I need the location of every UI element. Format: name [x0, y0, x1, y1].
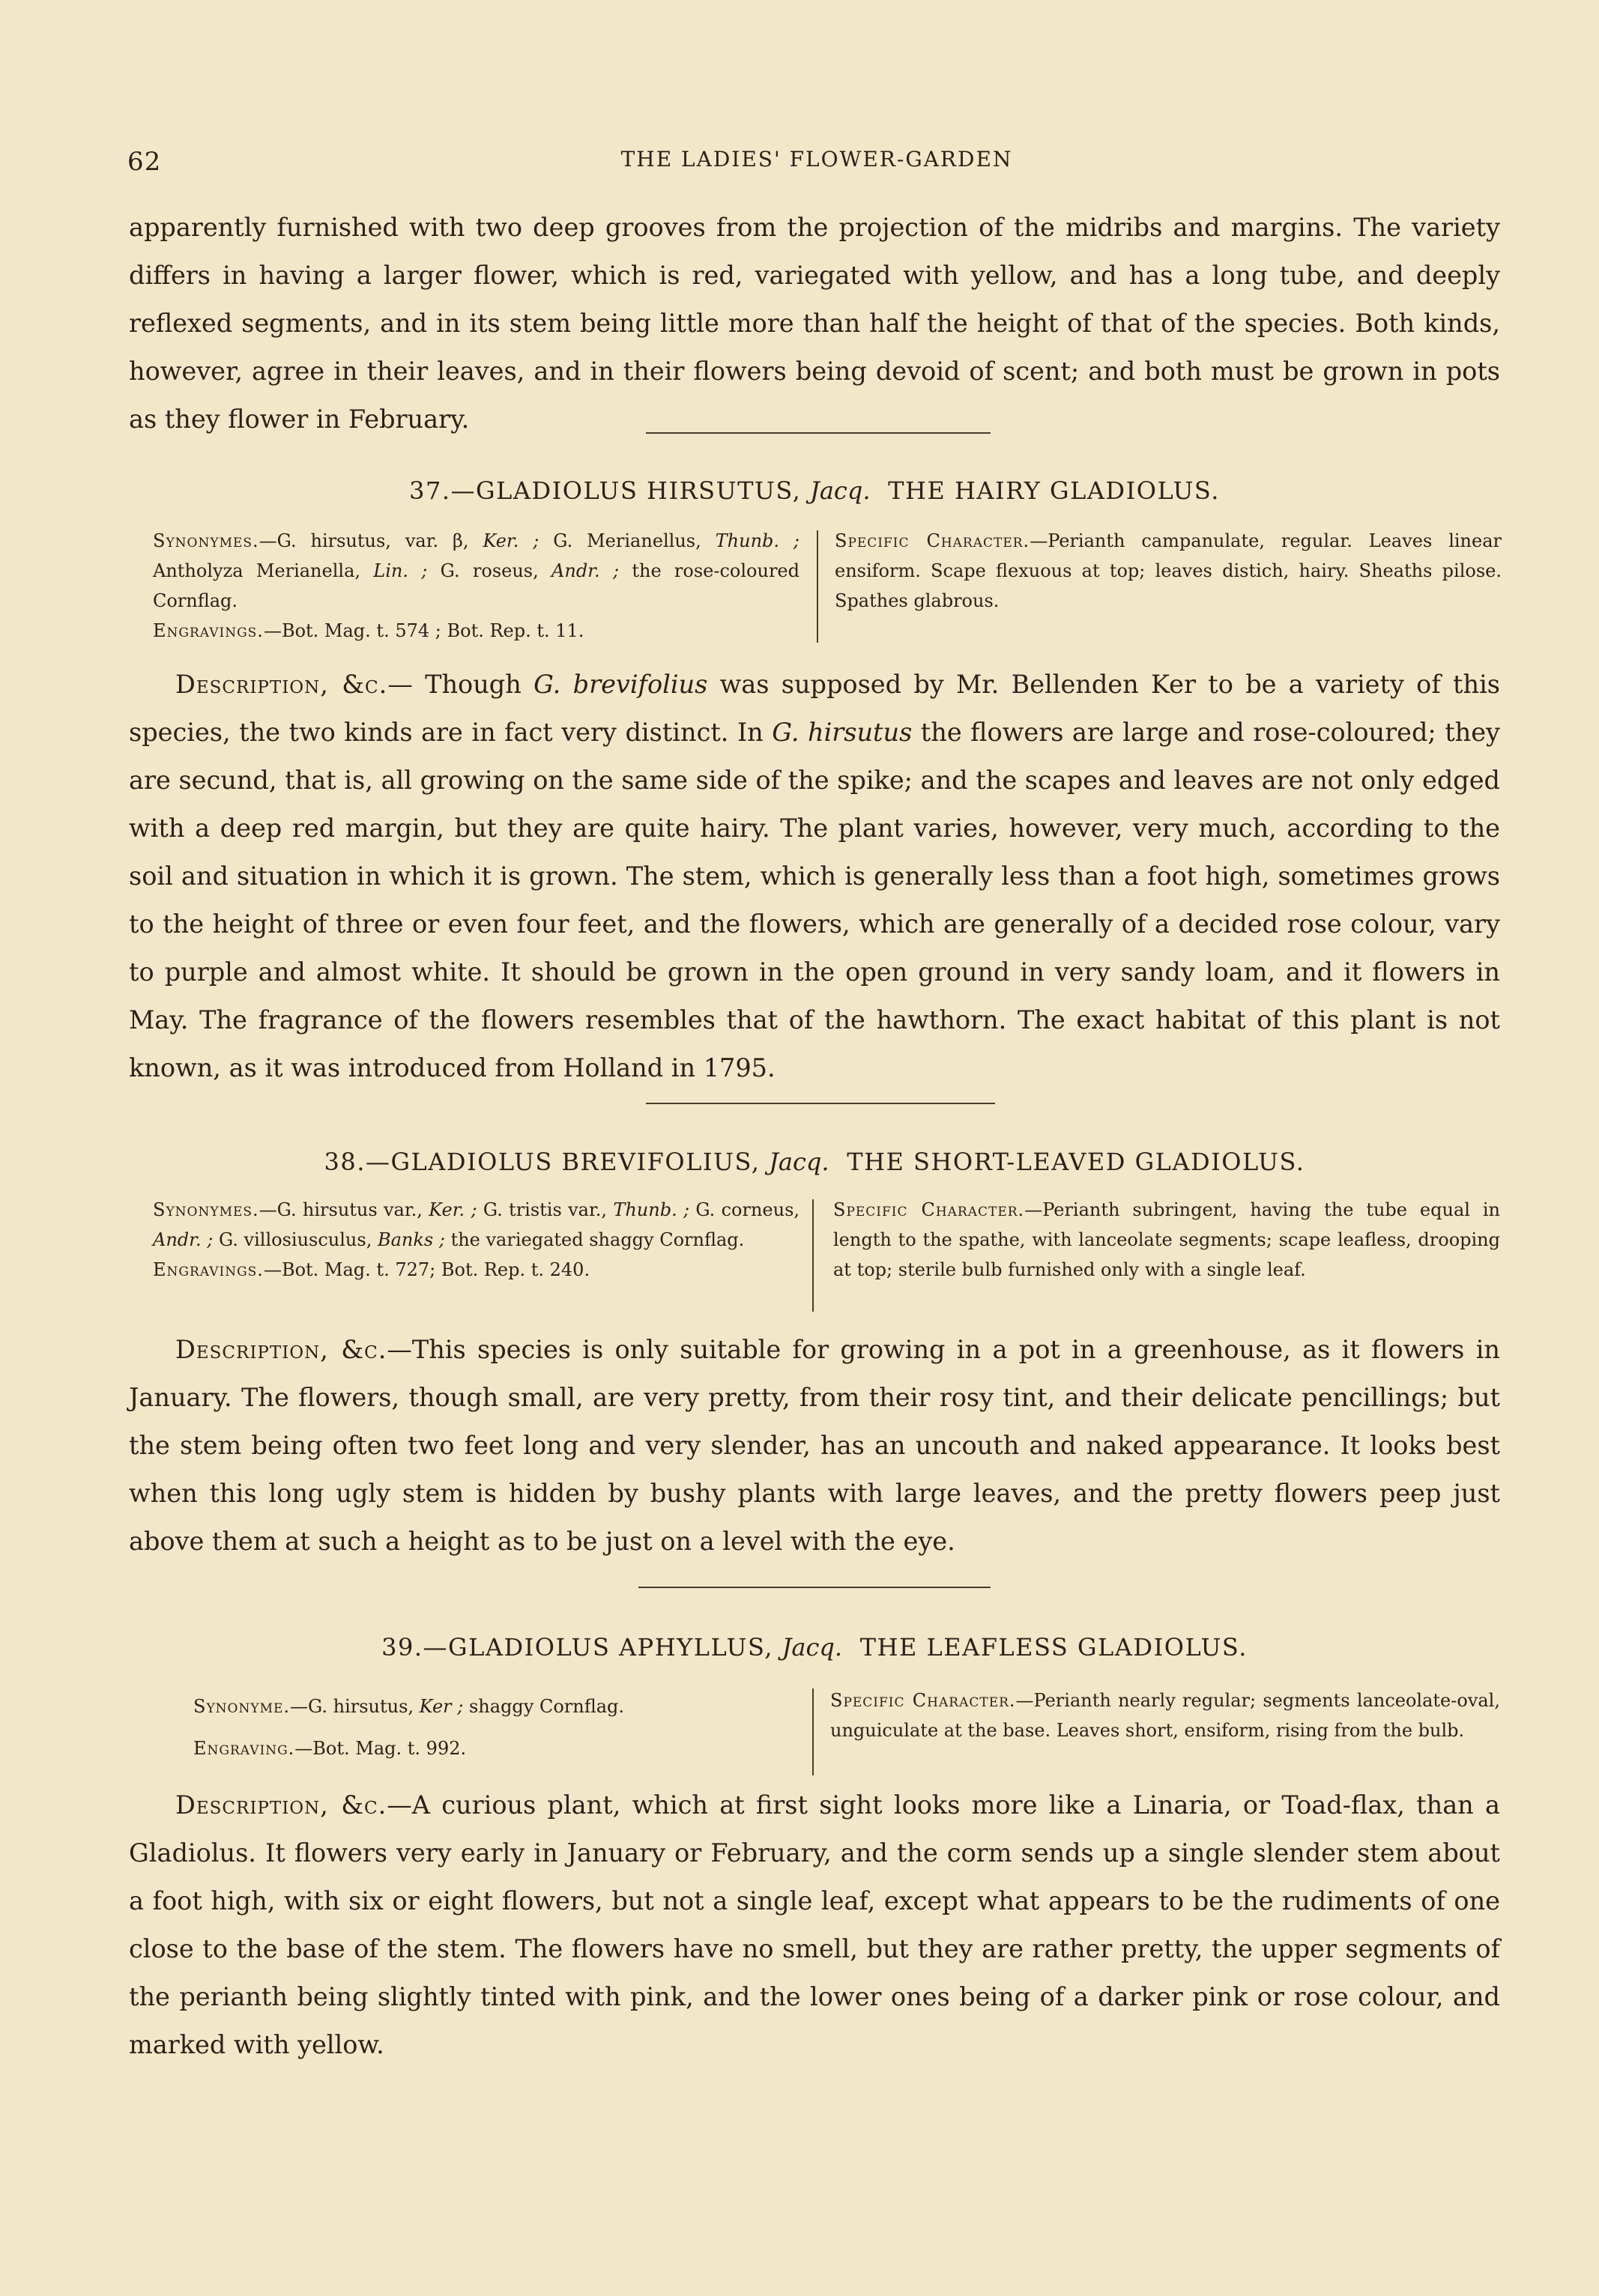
page-number: 62: [127, 147, 162, 177]
synonyms-column: [129, 1195, 800, 1285]
section-heading-37: 37.—GLADIOLUS HIRSUTUS, Jacq. THE HAIRY GLADIOLUS.: [409, 476, 1220, 505]
running-title: THE LADIES' FLOWER-GARDEN: [620, 147, 1013, 172]
common-name: THE SHORT-LEAVED GLADIOLUS.: [847, 1148, 1305, 1176]
column-divider: [812, 1688, 814, 1775]
section-notes-39: [129, 1685, 1500, 1775]
authority: Jacq.: [782, 1633, 843, 1662]
synonyms: Synonymes.—G. hirsutus var., Ker. ; G. tristis var., Thunb. ; G. corneus, Andr. ; G. villosiusculus, Banks ; the variegated shaggy Cornflag.: [153, 1199, 800, 1250]
section-notes-38: [129, 1195, 1500, 1322]
section-notes-37: [129, 526, 1500, 653]
section-number: 37.: [409, 476, 451, 505]
synonyms: Synonymes.—G. hirsutus, var. β, Ker. ; G. Merianellus, Thunb. ; Antholyza Merianella, Lin. ; G. roseus, Andr. ; the rose-coloured Cornflag.: [153, 530, 800, 611]
intro-paragraph: apparently furnished with two deep grooves from the projection of the midribs and margins. The variety differs in having a larger flower, which is red, variegated with yellow, and has a long tube, and deeply reflexed segments, and in its stem being little more than half the height of that of the species. Both kinds, however, agree in their leaves, and in their flowers being devoid of scent; and both must be grown in pots as they flower in February.: [129, 213, 1500, 434]
description-39: Description, &c.—A curious plant, which at first sight looks more like a Linaria, or Toad-flax, than a Gladiolus. It flowers very early in January or February, and the corm sends up a single slender stem about a foot high, with six or eight flowers, but not a single leaf, except what appears to be the rudiments of one close to the base of the stem. The flowers have no smell, but they are rather pretty, the upper segments of the perianth being slightly tinted with pink, and the lower ones being of a darker pink or rose colour, and marked with yellow.: [129, 1790, 1500, 2059]
description-37: Description, &c.— Though G. brevifolius was supposed by Mr. Bellenden Ker to be a variety of this species, the two kinds are in fact very distinct. In G. hirsutus the flowers are large and rose-coloured; they are secund, that is, all growing on the same side of the spike; and the scapes and leaves are not only edged with a deep red margin, but they are quite hairy. The plant varies, however, very much, according to the soil and situation in which it is grown. The stem, which is generally less than a foot high, sometimes grows to the height of three or even four feet, and the flowers, which are generally of a decided rose colour, vary to purple and almost white. It should be grown in the open ground in very sandy loam, and it flowers in May. The fragrance of the flowers resembles that of the hawthorn. The exact habitat of this plant is not known, as it was introduced from Holland in 1795.: [129, 670, 1500, 1082]
specific-character: Specific Character.—Perianth campanulate, regular. Leaves linear ensiform. Scape flexuous at top; leaves distich, hairy. Sheaths pilose. Spathes glabrous.: [835, 530, 1502, 611]
section-divider: [638, 1587, 991, 1588]
description-38: Description, &c.—This species is only suitable for growing in a pot in a greenhouse, as it flowers in January. The flowers, though small, are very pretty, from their rosy tint, and their delicate pencillings; but the stem being often two feet long and very slender, has an uncouth and naked appearance. It looks best when this long ugly stem is hidden by bushy plants with large leaves, and the pretty flowers peep just above them at such a height as to be just on a level with the eye.: [129, 1335, 1500, 1556]
specific-character: Specific Character.—Perianth nearly regular; segments lanceolate-oval, unguiculate at the base. Leaves short, ensiform, rising from the bulb.: [830, 1690, 1500, 1741]
latin-name: GLADIOLUS HIRSUTUS,: [476, 476, 802, 505]
section-heading-38: 38.—GLADIOLUS BREVIFOLIUS, Jacq. THE SHORT-LEAVED GLADIOLUS.: [324, 1148, 1305, 1176]
engravings: Engravings.—Bot. Mag. t. 727; Bot. Rep. t. 240.: [153, 1259, 590, 1280]
column-divider: [817, 530, 818, 643]
authority: Jacq.: [810, 476, 871, 505]
engravings: Engravings.—Bot. Mag. t. 574 ; Bot. Rep. t. 11.: [153, 620, 584, 641]
synonyms: Synonyme.—G. hirsutus, Ker ; shaggy Cornflag.: [193, 1696, 625, 1717]
section-divider: [646, 432, 991, 434]
column-divider: [812, 1199, 814, 1312]
section-heading-39: 39.—GLADIOLUS APHYLLUS, Jacq. THE LEAFLESS GLADIOLUS.: [381, 1633, 1248, 1662]
latin-name: GLADIOLUS BREVIFOLIUS,: [390, 1148, 761, 1176]
specific-character: Specific Character.—Perianth subringent, having the tube equal in length to the spathe, with lanceolate segments; scape leafless, drooping at top; sterile bulb furnished only with a single leaf.: [833, 1199, 1500, 1280]
common-name: THE HAIRY GLADIOLUS.: [888, 476, 1220, 505]
section-divider: [646, 1103, 995, 1104]
section-number: 39.: [381, 1633, 423, 1662]
section-number: 38.: [324, 1148, 366, 1176]
authority: Jacq.: [769, 1148, 829, 1176]
latin-name: GLADIOLUS APHYLLUS,: [448, 1633, 773, 1662]
running-head: [127, 147, 1506, 192]
synonyms-column: [129, 526, 800, 646]
common-name: THE LEAFLESS GLADIOLUS.: [859, 1633, 1248, 1662]
intro-paragraph-block: [129, 204, 1500, 443]
engravings: Engraving.—Bot. Mag. t. 992.: [193, 1738, 467, 1759]
synonyms-column: [129, 1685, 800, 1769]
